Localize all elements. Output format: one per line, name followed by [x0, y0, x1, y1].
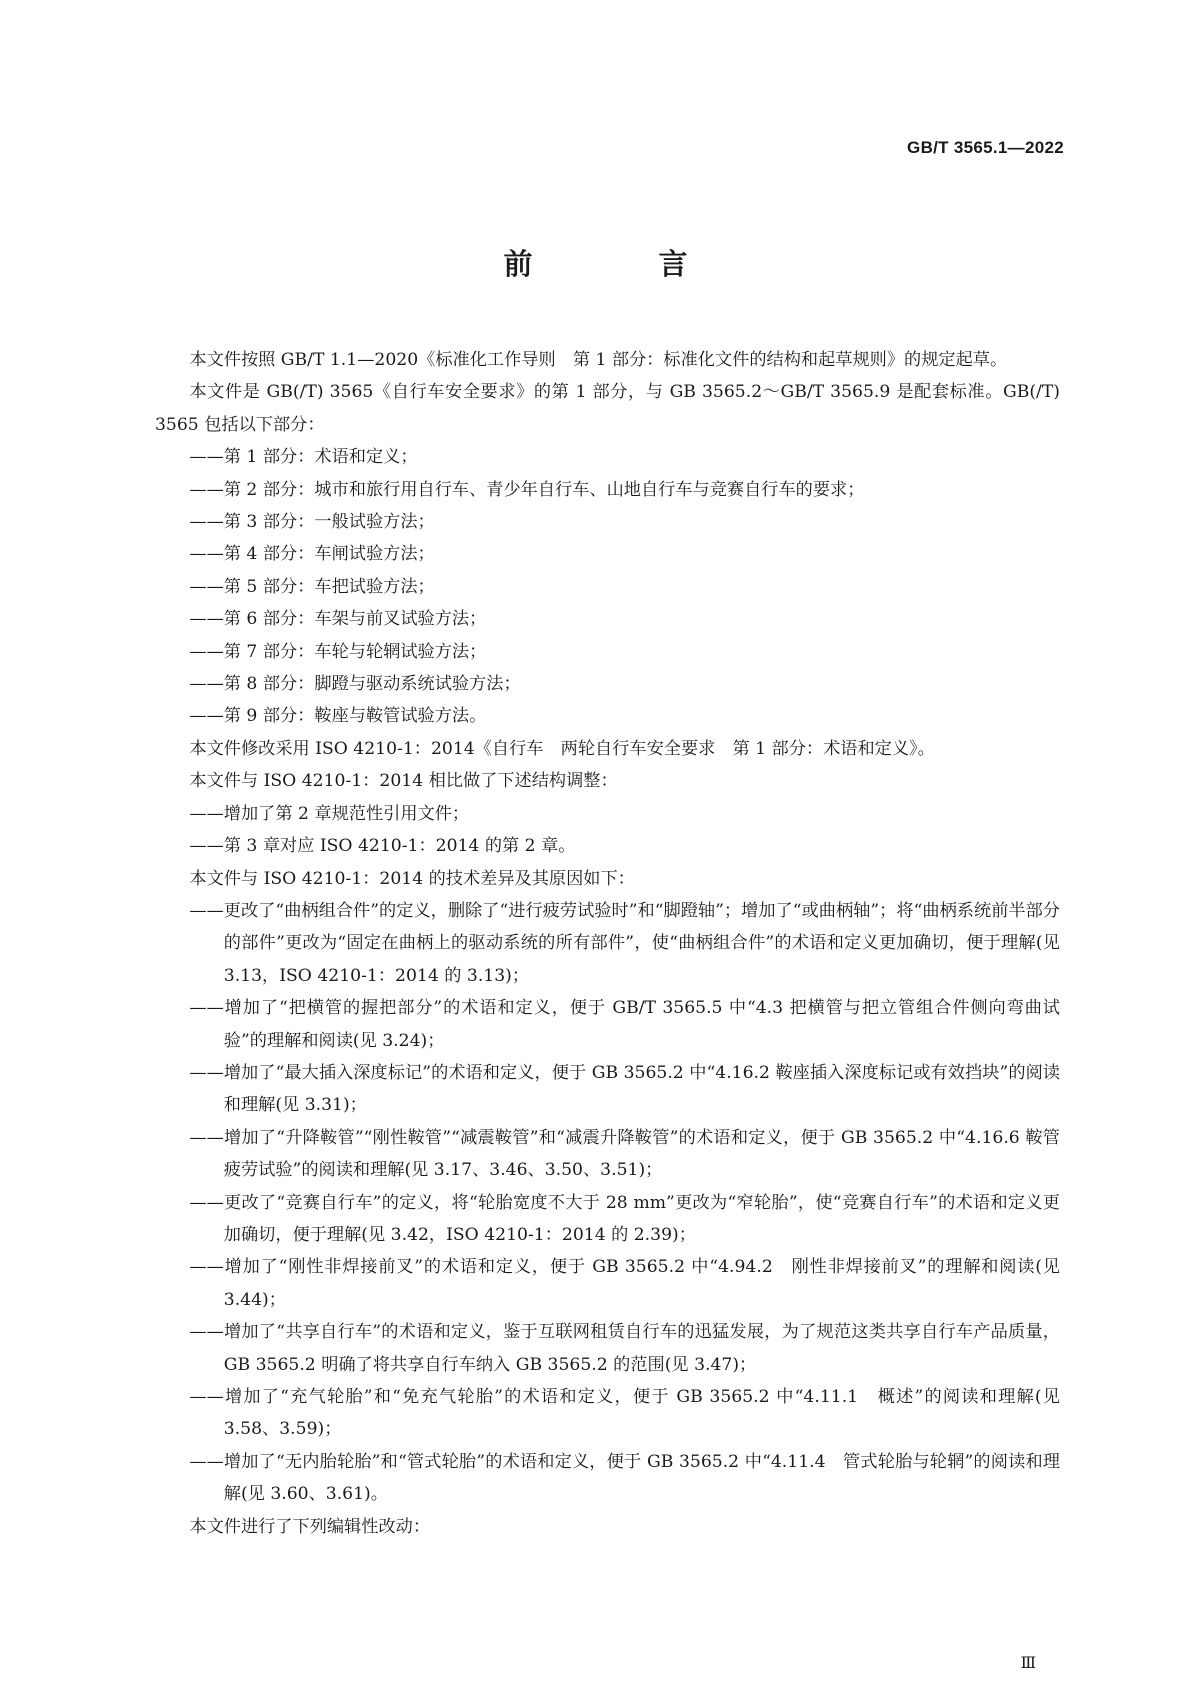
list-item: ——增加了“充气轮胎”和“免充气轮胎”的术语和定义，便于 GB 3565.2 中“4.11.1 概述”的阅读和理解(见 3.58、3.59)；: [189, 1387, 1060, 1440]
paragraph-structure-intro: 本文件与 ISO 4210-1：2014 相比做了下述结构调整：: [189, 771, 618, 792]
paragraph-differences-intro: 本文件与 ISO 4210-1：2014 的技术差异及其原因如下：: [189, 868, 635, 889]
list-item: ——增加了第 2 章规范性引用文件；: [189, 803, 470, 824]
list-item: ——第 2 部分：城市和旅行用自行车、青少年自行车、山地自行车与竞赛自行车的要求；: [189, 479, 865, 500]
list-item: ——第 5 部分：车把试验方法；: [189, 576, 435, 597]
list-item: ——第 1 部分：术语和定义；: [189, 447, 418, 468]
list-item: ——更改了“曲柄组合件”的定义，删除了“进行疲劳试验时”和“脚蹬轴”；增加了“或曲柄轴”；将“曲柄系统前半部分的部件”更改为“固定在曲柄上的驱动系统的所有部件”，使“曲柄组合件”的术语和定义更加确切，便于理解(见 3.13，ISO 4210-1：2014 的 3.13)；: [189, 900, 1060, 986]
list-item: ——更改了“竞赛自行车”的定义，将“轮胎宽度不大于 28 mm”更改为“窄轮胎”，使“竞赛自行车”的术语和定义更加确切，便于理解(见 3.42，ISO 4210-1：2014 的 2.39)；: [189, 1192, 1060, 1245]
list-item: ——增加了“最大插入深度标记”的术语和定义，便于 GB 3565.2 中“4.16.2 鞍座插入深度标记或有效挡块”的阅读和理解(见 3.31)；: [189, 1062, 1060, 1116]
page-title: 前 言: [503, 247, 746, 281]
list-item: ——第 7 部分：车轮与轮辋试验方法；: [189, 641, 487, 662]
list-item: ——增加了“刚性非焊接前叉”的术语和定义，便于 GB 3565.2 中“4.94.2 刚性非焊接前叉”的理解和阅读(见 3.44)；: [189, 1257, 1060, 1310]
standard-code: GB/T 3565.1—2022: [907, 138, 1064, 157]
list-item: ——增加了“共享自行车”的术语和定义，鉴于互联网租赁自行车的迅猛发展，为了规范这类共享自行车产品质量，GB 3565.2 明确了将共享自行车纳入 GB 3565.2 的范围(见 3.47)；: [189, 1322, 1060, 1375]
page-number: Ⅲ: [1020, 1653, 1036, 1672]
list-item: ——增加了“把横管的握把部分”的术语和定义，便于 GB/T 3565.5 中“4.3 把横管与把立管组合件侧向弯曲试验”的理解和阅读(见 3.24)；: [189, 998, 1060, 1051]
list-item: ——第 3 部分：一般试验方法；: [189, 512, 435, 533]
paragraph-editorial-intro: 本文件进行了下列编辑性改动：: [189, 1516, 431, 1537]
list-item: ——第 3 章对应 ISO 4210-1：2014 的第 2 章。: [189, 836, 576, 857]
list-item: ——第 6 部分：车架与前叉试验方法；: [189, 609, 487, 630]
paragraph-adoption: 本文件修改采用 ISO 4210-1：2014《自行车 两轮自行车安全要求 第 1 部分：术语和定义》。: [189, 738, 935, 759]
list-item: ——第 8 部分：脚蹬与驱动系统试验方法；: [189, 674, 521, 695]
list-item: ——第 4 部分：车闸试验方法；: [189, 544, 435, 565]
paragraph-drafting-rules: 本文件按照 GB/T 1.1—2020《标准化工作导则 第 1 部分：标准化文件的结构和起草规则》的规定起草。: [189, 350, 1008, 370]
list-item: ——增加了“升降鞍管”“刚性鞍管”“减震鞍管”和“减震升降鞍管”的术语和定义，便于 GB 3565.2 中“4.16.6 鞍管疲劳试验”的阅读和理解(见 3.17、3.46、3.50、3.51)；: [189, 1127, 1060, 1181]
paragraph-series-intro: 本文件是 GB(/T) 3565《自行车安全要求》的第 1 部分，与 GB 3565.2～GB/T 3565.9 是配套标准。GB(/T) 3565 包括以下部分：: [155, 382, 1060, 435]
list-item: ——增加了“无内胎轮胎”和“管式轮胎”的术语和定义，便于 GB 3565.2 中“4.11.4 管式轮胎与轮辋”的阅读和理解(见 3.60、3.61)。: [189, 1451, 1060, 1505]
list-item: ——第 9 部分：鞍座与鞍管试验方法。: [189, 706, 487, 727]
document-body: [155, 344, 1060, 1543]
